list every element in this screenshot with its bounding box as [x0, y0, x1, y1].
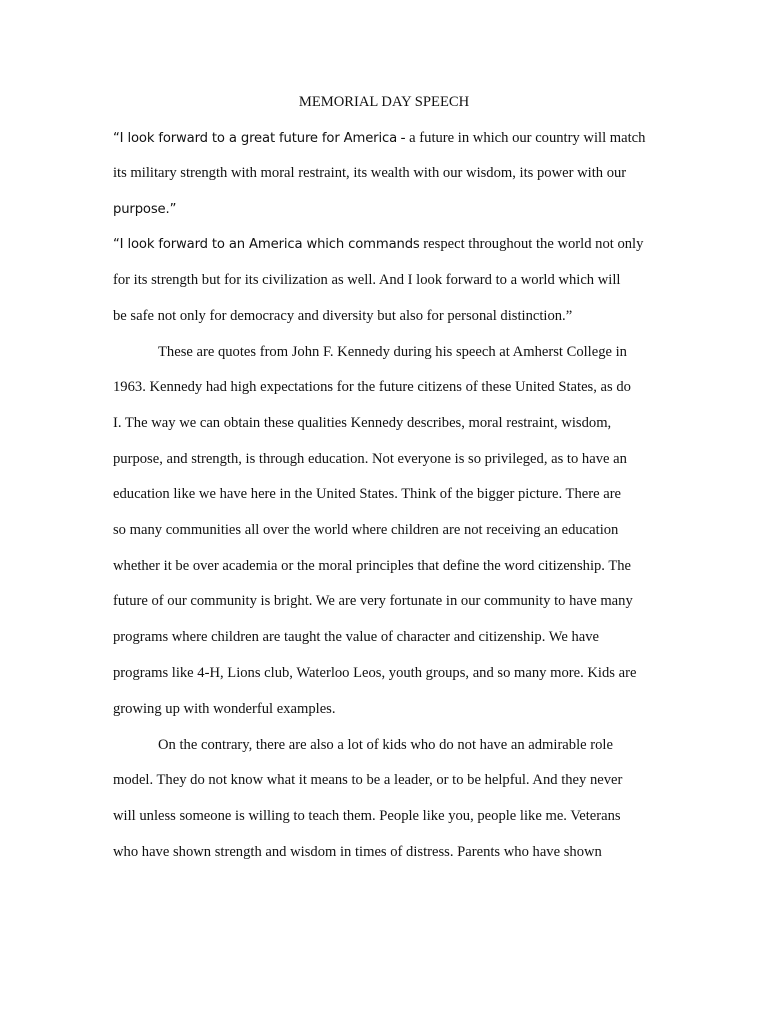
line-segment: be safe not only for democracy and diversity but also for personal distinction.” [113, 308, 573, 324]
text-line [113, 663, 636, 683]
text-line [113, 199, 176, 219]
paragraph-first-line [158, 735, 613, 755]
text-line [113, 163, 626, 183]
line-segment: These are quotes from John F. Kennedy during his speech at Amherst College in [158, 344, 627, 360]
text-line [113, 377, 631, 397]
text-line [113, 556, 631, 576]
line-segment: - a future in which our country will match [397, 130, 646, 146]
line-segment: programs like 4-H, Lions club, Waterloo Leos, youth groups, and so many more. Kids are [113, 665, 637, 681]
line-segment: so many communities all over the world where children are not receiving an education [113, 522, 619, 538]
line-segment: purpose.” [113, 202, 177, 217]
text-line [113, 413, 611, 433]
line-segment: whether it be over academia or the moral principles that define the word citizenship. The [113, 558, 632, 574]
line-segment: 1963. Kennedy had high expectations for the future citizens of these United States, as do [113, 379, 631, 395]
line-segment: future of our community is bright. We are very fortunate in our community to have many [113, 593, 633, 609]
line-segment: I. The way we can obtain these qualities Kennedy describes, moral restraint, wisdom, [113, 415, 612, 431]
line-segment: who have shown strength and wisdom in times of distress. Parents who have shown [113, 844, 602, 860]
line-segment: for its strength but for its civilization as well. And I look forward to a world which will [113, 272, 621, 288]
line-segment: model. They do not know what it means to be a leader, or to be helpful. And they never [113, 772, 623, 788]
line-segment: education like we have here in the United States. Think of the bigger picture. There are [113, 486, 622, 502]
text-line [113, 627, 599, 647]
line-segment: its military strength with moral restraint, its wealth with our wisdom, its power with our [113, 165, 627, 181]
line-segment: “I look forward to an America which commands [113, 237, 420, 252]
text-line [113, 270, 620, 290]
text-line [113, 520, 618, 540]
text-line [113, 128, 645, 148]
text-line [113, 484, 621, 504]
text-line [113, 449, 627, 469]
text-line [113, 806, 621, 826]
text-line [113, 591, 633, 611]
line-segment: purpose, and strength, is through education. Not everyone is so privileged, as to have an [113, 451, 627, 467]
line-segment: programs where children are taught the value of character and citizenship. We have [113, 629, 600, 645]
text-line [113, 699, 336, 719]
text-line [113, 306, 572, 326]
line-segment: On the contrary, there are also a lot of kids who do not have an admirable role [158, 737, 613, 753]
text-line [113, 842, 602, 862]
document-title: MEMORIAL DAY SPEECH [298, 94, 470, 110]
line-segment: will unless someone is willing to teach them. People like you, people like me. Veterans [113, 808, 621, 824]
text-line [113, 234, 643, 254]
paragraph-first-line [158, 342, 627, 362]
line-segment: growing up with wonderful examples. [113, 701, 336, 717]
line-segment: “I look forward to a great future for America [113, 131, 397, 146]
line-segment: respect throughout the world not only [419, 236, 644, 252]
text-line [113, 770, 622, 790]
